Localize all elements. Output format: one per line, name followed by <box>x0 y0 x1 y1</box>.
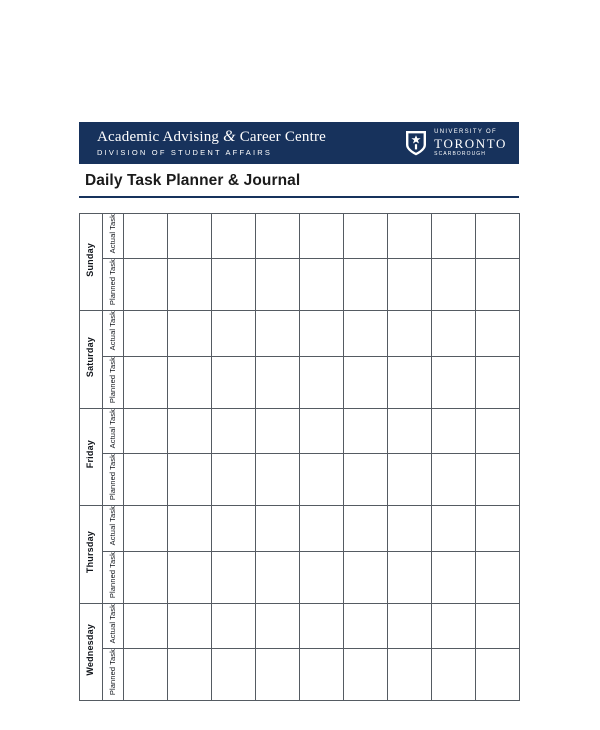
planner-cell[interactable] <box>344 408 388 453</box>
planner-cell[interactable] <box>476 356 520 408</box>
planner-cell[interactable] <box>476 454 520 506</box>
planner-cell[interactable] <box>256 454 300 506</box>
page-title: Daily Task Planner & Journal <box>85 172 301 189</box>
planner-cell[interactable] <box>124 311 168 356</box>
organization-name-part1: Academic Advising <box>97 129 220 146</box>
planner-cell[interactable] <box>168 603 212 648</box>
planner-cell[interactable] <box>432 454 476 506</box>
planner-cell[interactable] <box>212 311 256 356</box>
planner-cell[interactable] <box>256 311 300 356</box>
planner-cell[interactable] <box>476 551 520 603</box>
planner-cell[interactable] <box>256 506 300 551</box>
header-band <box>79 122 519 164</box>
planner-cell[interactable] <box>432 603 476 648</box>
planner-grid <box>79 213 519 696</box>
planner-cell[interactable] <box>300 356 344 408</box>
planner-cell[interactable] <box>344 214 388 259</box>
planner-cell[interactable] <box>212 356 256 408</box>
planner-cell[interactable] <box>212 506 256 551</box>
planner-cell[interactable] <box>432 311 476 356</box>
planner-cell[interactable] <box>124 259 168 311</box>
planner-cell[interactable] <box>388 311 432 356</box>
row-kind-planned <box>103 356 124 408</box>
planner-cell[interactable] <box>124 506 168 551</box>
planner-cell[interactable] <box>300 649 344 701</box>
planner-cell[interactable] <box>476 311 520 356</box>
planner-cell[interactable] <box>256 649 300 701</box>
planner-cell[interactable] <box>212 454 256 506</box>
planner-cell[interactable] <box>344 506 388 551</box>
planner-cell[interactable] <box>300 454 344 506</box>
day-label-thursday <box>80 506 103 603</box>
planner-cell[interactable] <box>256 603 300 648</box>
row-kind-label: Actual Task <box>108 506 118 546</box>
planner-cell[interactable] <box>124 356 168 408</box>
planner-cell[interactable] <box>388 506 432 551</box>
planner-cell[interactable] <box>476 649 520 701</box>
planner-cell[interactable] <box>344 649 388 701</box>
planner-cell[interactable] <box>432 649 476 701</box>
row-kind-planned <box>103 649 124 701</box>
table-row <box>80 259 520 311</box>
planner-table <box>79 213 520 701</box>
planner-cell[interactable] <box>168 259 212 311</box>
title-divider <box>79 196 519 198</box>
planner-cell[interactable] <box>168 454 212 506</box>
planner-cell[interactable] <box>388 214 432 259</box>
row-kind-planned <box>103 259 124 311</box>
planner-cell[interactable] <box>476 408 520 453</box>
shield-crest-icon <box>405 130 427 156</box>
planner-cell[interactable] <box>168 506 212 551</box>
planner-cell[interactable] <box>388 259 432 311</box>
planner-cell[interactable] <box>476 506 520 551</box>
planner-cell[interactable] <box>432 551 476 603</box>
planner-cell[interactable] <box>300 214 344 259</box>
planner-cell[interactable] <box>476 603 520 648</box>
planner-cell[interactable] <box>388 603 432 648</box>
planner-cell[interactable] <box>256 356 300 408</box>
row-kind-planned <box>103 551 124 603</box>
university-line2: TORONTO <box>434 136 507 151</box>
planner-cell[interactable] <box>168 649 212 701</box>
table-row <box>80 649 520 701</box>
planner-cell[interactable] <box>300 259 344 311</box>
planner-cell[interactable] <box>388 356 432 408</box>
day-label-friday <box>80 408 103 505</box>
planner-cell[interactable] <box>256 408 300 453</box>
planner-cell[interactable] <box>432 356 476 408</box>
table-row <box>80 506 520 551</box>
planner-cell[interactable] <box>432 408 476 453</box>
organization-branding <box>97 129 326 157</box>
planner-cell[interactable] <box>212 551 256 603</box>
day-label-text: Saturday <box>85 337 96 378</box>
table-row <box>80 214 520 259</box>
planner-cell[interactable] <box>300 311 344 356</box>
university-branding <box>405 129 507 157</box>
row-kind-label: Planned Task <box>108 551 118 598</box>
planner-cell[interactable] <box>344 259 388 311</box>
row-kind-actual <box>103 408 124 453</box>
table-row <box>80 454 520 506</box>
row-kind-label: Planned Task <box>108 259 118 306</box>
planner-cell[interactable] <box>212 214 256 259</box>
day-label-text: Sunday <box>85 242 96 277</box>
planner-cell[interactable] <box>124 649 168 701</box>
planner-cell[interactable] <box>388 408 432 453</box>
planner-cell[interactable] <box>344 356 388 408</box>
day-label-wednesday <box>80 603 103 700</box>
planner-cell[interactable] <box>344 311 388 356</box>
row-kind-label: Actual Task <box>108 214 118 254</box>
table-row <box>80 311 520 356</box>
planner-cell[interactable] <box>344 454 388 506</box>
university-wordmark <box>434 129 507 157</box>
planner-cell[interactable] <box>256 551 300 603</box>
planner-cell[interactable] <box>212 603 256 648</box>
row-kind-actual <box>103 603 124 648</box>
day-label-text: Wednesday <box>85 623 96 676</box>
planner-cell[interactable] <box>124 603 168 648</box>
day-label-text: Thursday <box>85 530 96 574</box>
planner-cell[interactable] <box>388 454 432 506</box>
row-kind-label: Planned Task <box>108 356 118 403</box>
planner-cell[interactable] <box>388 649 432 701</box>
planner-cell[interactable] <box>344 603 388 648</box>
planner-cell[interactable] <box>432 259 476 311</box>
organization-name <box>97 129 326 145</box>
planner-cell[interactable] <box>168 214 212 259</box>
planner-cell[interactable] <box>476 259 520 311</box>
planner-cell[interactable] <box>344 551 388 603</box>
planner-cell[interactable] <box>300 551 344 603</box>
ampersand-glyph: & <box>223 128 236 146</box>
planner-cell[interactable] <box>168 551 212 603</box>
row-kind-actual <box>103 311 124 356</box>
row-kind-label: Actual Task <box>108 311 118 351</box>
row-kind-actual <box>103 506 124 551</box>
day-label-text: Friday <box>85 440 96 469</box>
university-line3: SCARBOROUGH <box>434 151 486 157</box>
organization-division: DIVISION OF STUDENT AFFAIRS <box>97 148 273 158</box>
planner-cell[interactable] <box>300 408 344 453</box>
table-row <box>80 356 520 408</box>
planner-cell[interactable] <box>256 259 300 311</box>
organization-name-part2: Career Centre <box>239 129 327 146</box>
planner-cell[interactable] <box>124 214 168 259</box>
planner-cell[interactable] <box>124 551 168 603</box>
planner-cell[interactable] <box>124 454 168 506</box>
day-label-saturday <box>80 311 103 408</box>
table-row <box>80 408 520 453</box>
table-row <box>80 603 520 648</box>
planner-cell[interactable] <box>212 259 256 311</box>
day-label-sunday <box>80 214 103 311</box>
university-line1: UNIVERSITY OF <box>434 129 497 135</box>
planner-cell[interactable] <box>212 649 256 701</box>
row-kind-actual <box>103 214 124 259</box>
planner-cell[interactable] <box>300 506 344 551</box>
planner-cell[interactable] <box>388 551 432 603</box>
planner-cell[interactable] <box>432 506 476 551</box>
planner-cell[interactable] <box>168 408 212 453</box>
planner-cell[interactable] <box>256 214 300 259</box>
table-row <box>80 551 520 603</box>
row-kind-label: Actual Task <box>108 408 118 449</box>
row-kind-planned <box>103 454 124 506</box>
planner-cell[interactable] <box>124 408 168 453</box>
planner-cell[interactable] <box>212 408 256 453</box>
row-kind-label: Planned Task <box>108 649 118 696</box>
row-kind-label: Actual Task <box>108 603 118 644</box>
planner-cell[interactable] <box>300 603 344 648</box>
planner-cell[interactable] <box>168 311 212 356</box>
planner-cell[interactable] <box>168 356 212 408</box>
planner-cell[interactable] <box>432 214 476 259</box>
planner-cell[interactable] <box>476 214 520 259</box>
row-kind-label: Planned Task <box>108 454 118 501</box>
